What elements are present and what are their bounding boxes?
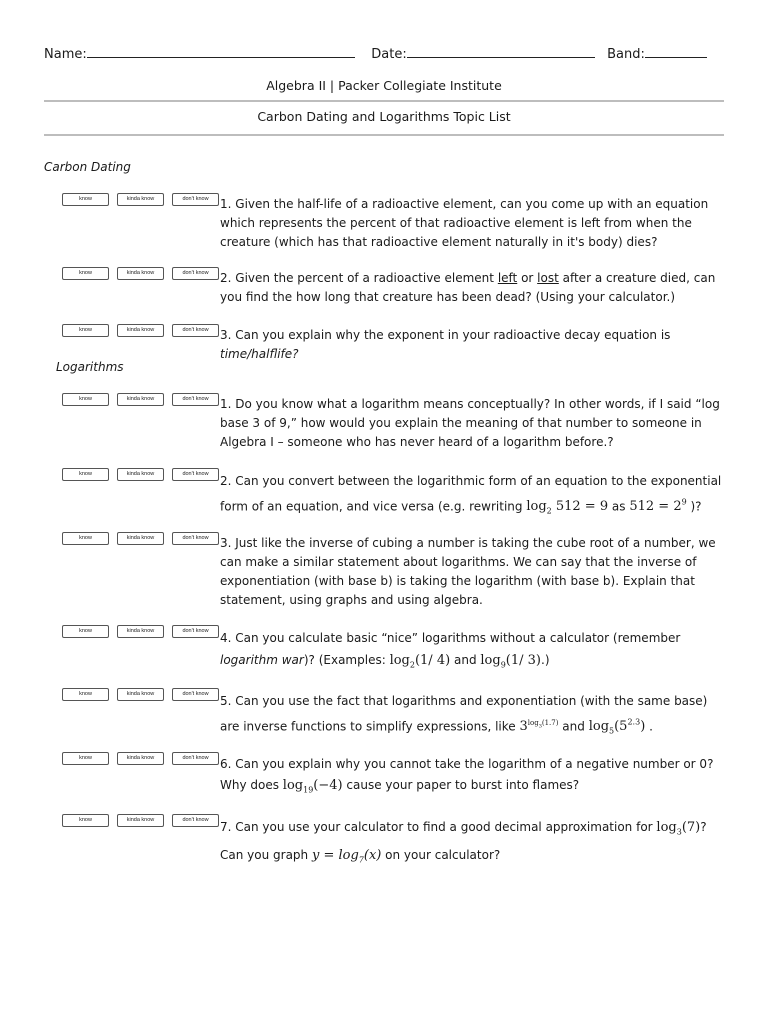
name-label: Name: (44, 47, 87, 62)
know-button[interactable]: know (62, 193, 109, 206)
math-expression: $\log_5(5^{2.3})$ (588, 718, 646, 736)
document-title: Carbon Dating and Logarithms Topic List (257, 109, 511, 124)
know-button[interactable]: know (62, 625, 109, 638)
rating-buttons (62, 532, 219, 545)
kinda-know-button[interactable]: kinda know (117, 688, 164, 701)
dont-know-button[interactable]: don't know (172, 393, 219, 406)
rating-buttons (62, 393, 219, 406)
rating-buttons (62, 688, 219, 701)
know-button[interactable]: know (62, 532, 109, 545)
rating-buttons (62, 814, 219, 827)
kinda-know-button[interactable]: kinda know (117, 752, 164, 765)
kinda-know-button[interactable]: kinda know (117, 193, 164, 206)
know-button[interactable]: know (62, 752, 109, 765)
section-logarithms: Logarithms (56, 360, 124, 374)
math-expression: $512 = 2^9$ (629, 498, 687, 515)
math-expression: $\log_{19}(-4)$ (282, 778, 343, 795)
dont-know-button[interactable]: don't know (172, 324, 219, 337)
dont-know-button[interactable]: don't know (172, 814, 219, 827)
log-question-4: 4. Can you calculate basic “nice” logarithms without a calculator (remember logarithm war)? (Examples: $\log_2(1/$ 4) and $\log_9(1/$ 3).) (220, 631, 681, 670)
band-label: Band: (607, 47, 645, 62)
carbon-question-1: 1. Given the half-life of a radioactive element, can you come up with an equation which represents the percent of that radioactive element is left from when the creature (which has that radioactive element naturally in it's body) dies? (220, 197, 709, 249)
know-button[interactable]: know (62, 267, 109, 280)
carbon-question-3: 3. Can you explain why the exponent in your radioactive decay equation is time/halflife? (220, 328, 671, 361)
know-button[interactable]: know (62, 688, 109, 701)
rating-buttons (62, 267, 219, 280)
know-button[interactable]: know (62, 468, 109, 481)
log-question-7: 7. Can you use your calculator to find a good decimal approximation for $\log_3(7)$? Can you graph $y = \log_7(x)$ on your calculator? (220, 820, 707, 865)
kinda-know-button[interactable]: kinda know (117, 625, 164, 638)
name-field[interactable] (87, 44, 355, 58)
kinda-know-button[interactable]: kinda know (117, 468, 164, 481)
date-label: Date: (371, 47, 407, 62)
date-field[interactable] (407, 44, 595, 58)
bottom-divider (44, 134, 724, 136)
math-expression: $y = \log_7(x)$ (311, 847, 382, 865)
kinda-know-button[interactable]: kinda know (117, 532, 164, 545)
log-question-6: 6. Can you explain why you cannot take the logarithm of a negative number or 0? Why does $\log_{19}(-4)$ cause your paper to burst into flames? (220, 757, 714, 795)
log-question-5: 5. Can you use the fact that logarithms and exponentiation (with the same base) are inverse functions to simplify expressions, like $3^{log_3(1.7)}$ and $\log_5(5^{2.3})$ . (220, 694, 708, 736)
log-question-1: 1. Do you know what a logarithm means conceptually? In other words, if I said “log base 3 of 9,” how would you explain the meaning of that number to someone in Algebra I – someone who has never heard of a logarithm before.? (220, 397, 720, 449)
dont-know-button[interactable]: don't know (172, 193, 219, 206)
kinda-know-button[interactable]: kinda know (117, 814, 164, 827)
course-title: Algebra II | Packer Collegiate Institute (266, 78, 502, 93)
log-question-3: 3. Just like the inverse of cubing a number is taking the cube root of a number, we can make a similar statement about logarithms. We can say that the inverse of exponentiation (with base b) is taking the logarithm (with base b). Explain that statement, using graphs and using algebra. (220, 536, 716, 607)
rating-buttons (62, 193, 219, 206)
rating-buttons (62, 625, 219, 638)
math-expression: $\log_2(1/$ 4) (389, 653, 451, 670)
top-divider (44, 100, 724, 102)
know-button[interactable]: know (62, 393, 109, 406)
rating-buttons (62, 468, 219, 481)
log-question-2: 2. Can you convert between the logarithmic form of an equation to the exponential form of an equation, and vice versa (e.g. rewriting $\log_2 512 = 9$ as $512 = 2^9$ )? (220, 474, 722, 516)
math-expression: $\log_3(7)$ (656, 820, 701, 837)
dont-know-button[interactable]: don't know (172, 625, 219, 638)
header-line (44, 44, 707, 62)
dont-know-button[interactable]: don't know (172, 468, 219, 481)
dont-know-button[interactable]: don't know (172, 752, 219, 765)
rating-buttons (62, 324, 219, 337)
kinda-know-button[interactable]: kinda know (117, 267, 164, 280)
math-expression: $\log_9(1/$ 3) (480, 653, 541, 670)
rating-buttons (62, 752, 219, 765)
band-field[interactable] (645, 44, 707, 58)
carbon-question-2: 2. Given the percent of a radioactive element left or lost after a creature died, can you find the how long that creature has been dead? (Using your calculator.) (220, 271, 716, 304)
section-carbon-dating: Carbon Dating (44, 160, 131, 174)
dont-know-button[interactable]: don't know (172, 688, 219, 701)
know-button[interactable]: know (62, 324, 109, 337)
kinda-know-button[interactable]: kinda know (117, 324, 164, 337)
math-expression: $\log_2 512 = 9$ (526, 499, 609, 516)
kinda-know-button[interactable]: kinda know (117, 393, 164, 406)
math-expression: $3^{log_3(1.7)}$ (519, 719, 559, 735)
dont-know-button[interactable]: don't know (172, 532, 219, 545)
dont-know-button[interactable]: don't know (172, 267, 219, 280)
know-button[interactable]: know (62, 814, 109, 827)
